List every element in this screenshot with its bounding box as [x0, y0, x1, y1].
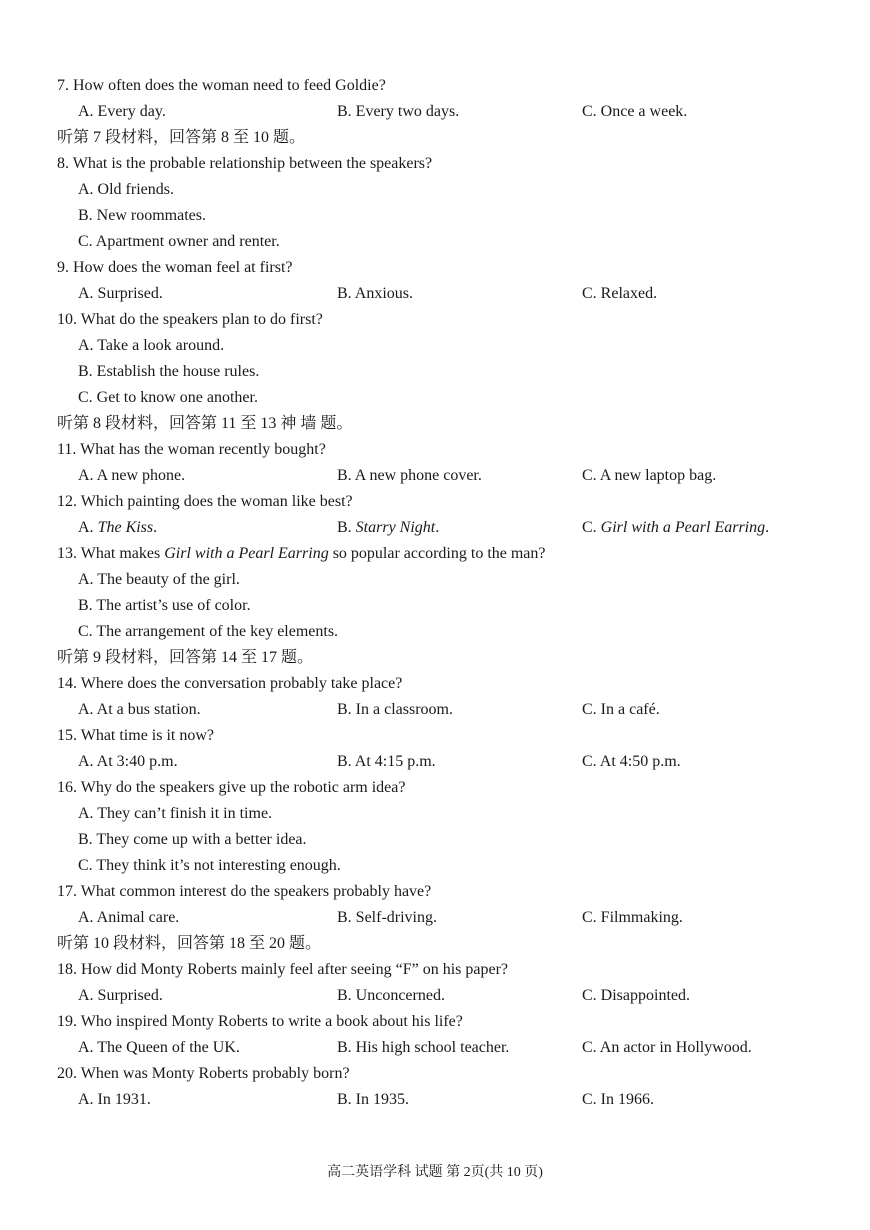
q12-option-b: B. Starry Night. — [337, 519, 440, 536]
q9-option-a: A. Surprised. — [78, 285, 163, 302]
options-row-q10a — [0, 333, 870, 359]
options-row-q12 — [0, 515, 870, 541]
q14-option-b: B. In a classroom. — [337, 701, 453, 718]
q9-option-b: B. Anxious. — [337, 285, 414, 302]
q12-option-a: A. The Kiss. — [78, 519, 158, 536]
q11-option-a: A. A new phone. — [78, 467, 186, 484]
q10-option-a: A. Take a look around. — [78, 337, 225, 354]
q19-option-c: C. An actor in Hollywood. — [582, 1039, 752, 1056]
options-row-q18 — [0, 983, 870, 1009]
section-heading-9: 听第 9 段材料，回答第 14 至 17 题。 — [57, 649, 314, 666]
section-heading-10: 听第 10 段材料，回答第 18 至 20 题。 — [57, 935, 322, 952]
q16-option-b: B. They come up with a better idea. — [78, 831, 307, 848]
question-8: 8. What is the probable relationship between the speakers? — [57, 155, 433, 172]
question-20: 20. When was Monty Roberts probably born? — [57, 1065, 350, 1082]
question-15: 15. What time is it now? — [57, 727, 215, 744]
q13-option-a: A. The beauty of the girl. — [78, 571, 240, 588]
q19-option-a: A. The Queen of the UK. — [78, 1039, 240, 1056]
section-heading-7: 听第 7 段材料，回答第 8 至 10 题。 — [57, 129, 306, 146]
q8-option-c: C. Apartment owner and renter. — [78, 233, 280, 250]
q11-option-c: C. A new laptop bag. — [582, 467, 717, 484]
q9-option-c: C. Relaxed. — [582, 285, 658, 302]
options-row-q9 — [0, 281, 870, 307]
options-row-q8b — [0, 203, 870, 229]
q8-option-a: A. Old friends. — [78, 181, 174, 198]
q17-option-c: C. Filmmaking. — [582, 909, 683, 926]
q10-option-c: C. Get to know one another. — [78, 389, 258, 406]
options-row-q13a — [0, 567, 870, 593]
q16-option-a: A. They can’t finish it in time. — [78, 805, 273, 822]
question-9: 9. How does the woman feel at first? — [57, 259, 293, 276]
options-row-q16a — [0, 801, 870, 827]
q16-option-c: C. They think it’s not interesting enough. — [78, 857, 341, 874]
q13-option-c: C. The arrangement of the key elements. — [78, 623, 339, 640]
question-19: 19. Who inspired Monty Roberts to write a book about his life? — [57, 1013, 463, 1030]
options-row-q8c — [0, 229, 870, 255]
options-row-q13b — [0, 593, 870, 619]
section-heading-8: 听第 8 段材料，回答第 11 至 13 神 墙 题。 — [57, 415, 353, 432]
q19-option-b: B. His high school teacher. — [337, 1039, 510, 1056]
options-row-q14 — [0, 697, 870, 723]
q15-option-a: A. At 3:40 p.m. — [78, 753, 178, 770]
q18-option-b: B. Unconcerned. — [337, 987, 445, 1004]
q13-option-b: B. The artist’s use of color. — [78, 597, 251, 614]
question-17: 17. What common interest do the speakers probably have? — [57, 883, 432, 900]
options-row-q15 — [0, 749, 870, 775]
q7-option-c: C. Once a week. — [582, 103, 688, 120]
options-row-q10c — [0, 385, 870, 411]
q20-option-c: C. In 1966. — [582, 1091, 654, 1108]
q7-option-a: A. Every day. — [78, 103, 166, 120]
question-16: 16. Why do the speakers give up the robotic arm idea? — [57, 779, 406, 796]
q18-option-c: C. Disappointed. — [582, 987, 690, 1004]
options-row-q17 — [0, 905, 870, 931]
q20-option-a: A. In 1931. — [78, 1091, 151, 1108]
q20-option-b: B. In 1935. — [337, 1091, 409, 1108]
q18-option-a: A. Surprised. — [78, 987, 163, 1004]
options-row-q13c — [0, 619, 870, 645]
q7-option-b: B. Every two days. — [337, 103, 460, 120]
options-row-q16c — [0, 853, 870, 879]
q12-option-c: C. Girl with a Pearl Earring. — [582, 519, 770, 536]
options-row-q11 — [0, 463, 870, 489]
question-18: 18. How did Monty Roberts mainly feel after seeing “F” on his paper? — [57, 961, 508, 978]
page-footer: 高二英语学科 试题 第 2页(共 10 页) — [327, 1165, 543, 1180]
q14-option-a: A. At a bus station. — [78, 701, 201, 718]
options-row-q19 — [0, 1035, 870, 1061]
options-row-q10b — [0, 359, 870, 385]
options-row-q20 — [0, 1087, 870, 1113]
q15-option-c: C. At 4:50 p.m. — [582, 753, 681, 770]
options-row-q16b — [0, 827, 870, 853]
question-12: 12. Which painting does the woman like best? — [57, 493, 353, 510]
q17-option-b: B. Self-driving. — [337, 909, 437, 926]
question-7: 7. How often does the woman need to feed Goldie? — [57, 77, 386, 94]
q8-option-b: B. New roommates. — [78, 207, 206, 224]
question-11: 11. What has the woman recently bought? — [57, 441, 326, 458]
options-row-q7 — [0, 99, 870, 125]
q15-option-b: B. At 4:15 p.m. — [337, 753, 436, 770]
q11-option-b: B. A new phone cover. — [337, 467, 482, 484]
options-row-q8a — [0, 177, 870, 203]
question-14: 14. Where does the conversation probably take place? — [57, 675, 403, 692]
question-13: 13. What makes Girl with a Pearl Earring so popular according to the man? — [57, 545, 546, 562]
q10-option-b: B. Establish the house rules. — [78, 363, 260, 380]
q14-option-c: C. In a café. — [582, 701, 660, 718]
question-10: 10. What do the speakers plan to do first? — [57, 311, 323, 328]
q17-option-a: A. Animal care. — [78, 909, 180, 926]
